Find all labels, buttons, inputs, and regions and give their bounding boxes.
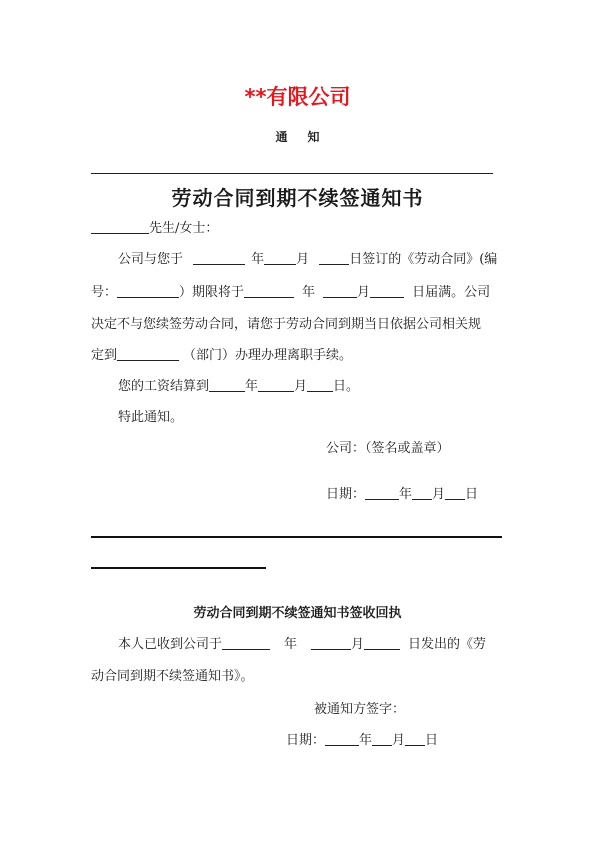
receipt-day-blank[interactable] (364, 635, 400, 650)
text: 年 (245, 379, 259, 394)
letter-date-day-blank[interactable] (445, 485, 465, 500)
text: 日发出的《劳 (408, 637, 487, 652)
receipt-year-blank[interactable] (222, 635, 270, 650)
paragraph-1-line-2 (91, 283, 490, 303)
paragraph-3: 特此通知。 (118, 410, 184, 425)
expire-month-blank[interactable] (323, 283, 357, 298)
salary-month-blank[interactable] (258, 377, 294, 392)
salary-year-blank[interactable] (209, 377, 245, 392)
text: 号： (91, 285, 118, 300)
receipt-date-line (286, 731, 438, 751)
receipt-signer-line: 被通知方签字： (314, 702, 406, 717)
paragraph-1-line-3: 决定不与您续签劳动合同，请您于劳动合同到期当日依据公司相关规 (91, 317, 482, 332)
notice-heading: 通知 (275, 130, 340, 144)
letter-title: 劳动合同到期不续签通知书 (171, 186, 424, 210)
text: 月 (351, 637, 365, 652)
text: 日 (465, 487, 479, 502)
letter-date-line (326, 485, 478, 505)
receipt-line-1 (118, 635, 486, 655)
text: 月 (392, 733, 406, 748)
paragraph-1-line-4 (91, 346, 352, 366)
salutation-line (91, 219, 218, 239)
sign-day-blank[interactable] (319, 250, 349, 265)
text: 您的工资结算到 (118, 379, 210, 394)
contract-number-blank[interactable] (117, 283, 179, 298)
text: （部门）办理办理离职手续。 (183, 348, 353, 363)
text: 月 (296, 252, 310, 267)
text: 日期： (326, 487, 366, 502)
sign-month-blank[interactable] (264, 250, 296, 265)
cut-line-long (91, 536, 502, 538)
text: 年 (359, 733, 373, 748)
department-blank[interactable] (117, 346, 179, 361)
cut-line-short (91, 567, 266, 569)
receipt-date-day-blank[interactable] (405, 731, 425, 746)
text: 月 (294, 379, 308, 394)
letter-date-month-blank[interactable] (412, 485, 432, 500)
sign-year-blank[interactable] (193, 250, 245, 265)
company-signature-line: 公司：（签名或盖章） (326, 441, 450, 456)
receipt-date-year-blank[interactable] (325, 731, 359, 746)
paragraph-2 (118, 377, 359, 397)
text: 月 (432, 487, 446, 502)
text: 年 (302, 285, 316, 300)
text: 日。 (333, 379, 360, 394)
name-blank[interactable] (91, 219, 149, 234)
text: 定到 (91, 348, 118, 363)
expire-year-blank[interactable] (244, 283, 294, 298)
receipt-title: 劳动合同到期不续签通知书签收回执 (193, 606, 402, 621)
salutation-text: 先生/女士： (149, 221, 219, 236)
text: 日届满。公司 (412, 285, 491, 300)
receipt-date-month-blank[interactable] (372, 731, 392, 746)
text: 日 (425, 733, 439, 748)
company-name: **有限公司 (244, 85, 351, 109)
header-divider (91, 173, 493, 174)
letter-date-year-blank[interactable] (365, 485, 399, 500)
salary-day-blank[interactable] (307, 377, 333, 392)
text: 年 (399, 487, 413, 502)
text: 年 (284, 637, 298, 652)
paragraph-1-line-1 (118, 250, 497, 270)
text: 日签订的《劳动合同》(编 (349, 252, 498, 267)
text: 本人已收到公司于 (118, 637, 223, 652)
receipt-month-blank[interactable] (311, 635, 351, 650)
text: 日期： (286, 733, 326, 748)
text: 公司与您于 (118, 252, 184, 267)
text: 年 (251, 252, 265, 267)
text: 月 (357, 285, 371, 300)
expire-day-blank[interactable] (370, 283, 404, 298)
text: ）期限将于 (179, 285, 245, 300)
receipt-line-2: 动合同到期不续签通知书》。 (91, 669, 254, 684)
